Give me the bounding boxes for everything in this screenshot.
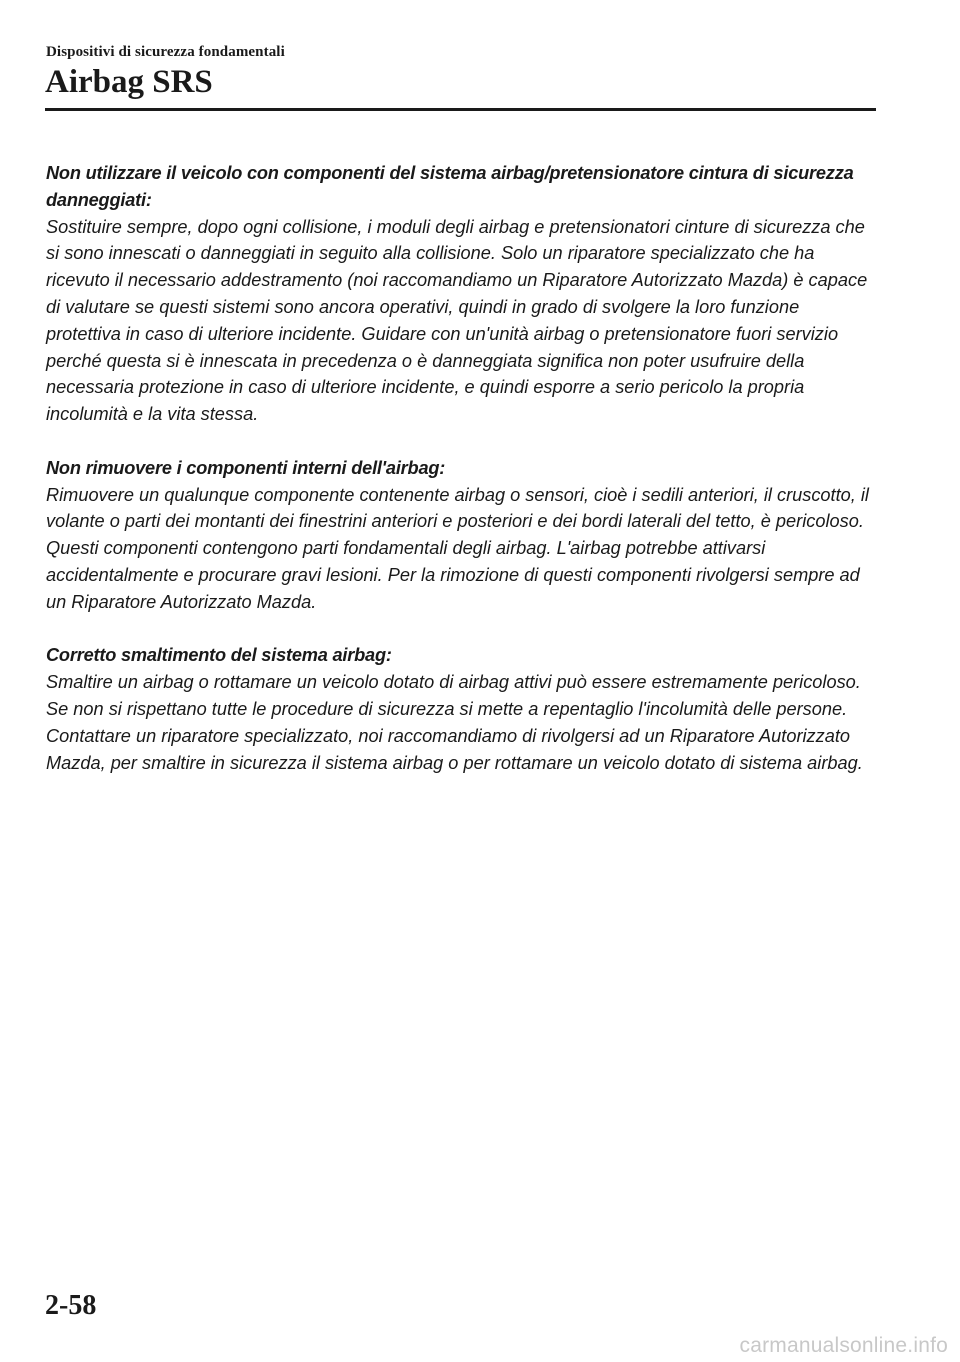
block-body: Smaltire un airbag o rottamare un veicolo dotato di airbag attivi può essere estremamente pericoloso. Se non si rispettano tutte le procedure di sicurezza si mette a repentaglio l'incolumità delle persone. Contattare un riparatore specializzato, noi raccomandiamo di rivolgersi ad un Riparatore Autorizzato Mazda, per smaltire in sicurezza il sistema airbag o per rottamare un veicolo dotato di sistema airbag. [46,672,863,773]
watermark: carmanualsonline.info [739,1334,948,1357]
page-title: Airbag SRS [45,64,213,100]
block-heading: Non utilizzare il veicolo con componenti del sistema airbag/pretensionatore cintura di sicurezza danneggiati: [46,163,854,210]
block-heading: Non rimuovere i componenti interni dell'airbag: [46,457,446,478]
warning-block-remove-components [46,455,876,616]
page-number: 2-58 [45,1290,97,1321]
warning-block-damaged-components [46,160,876,428]
title-divider [45,108,876,111]
warning-block-disposal [46,642,876,776]
block-body: Sostituire sempre, dopo ogni collisione, i moduli degli airbag e pretensionatori cinture di sicurezza che si sono innescati o danneggiati in seguito alla collisione. Solo un riparatore specializzato che ha ricevuto il necessario addestramento (noi raccomandiamo un Riparatore Autorizzato Mazda) è capace di valutare se questi sistemi sono ancora operativi, quindi in grado di svolgere la loro funzione protettiva in caso di ulteriore incidente. Guidare con un'unità airbag o pretensionatore fuori servizio perché questa si è innescata in precedenza o è danneggiata significa non poter usufruire della necessaria protezione in caso di ulteriore incidente, e quindi esporre a serio pericolo la propria incolumità e la vita stessa. [46,216,868,425]
section-label: Dispositivi di sicurezza fondamentali [46,44,285,60]
block-body: Rimuovere un qualunque componente contenente airbag o sensori, cioè i sedili anteriori, il cruscotto, il volante o parti dei montanti dei finestrini anteriori e posteriori e dei bordi laterali del tetto, è pericoloso. Questi componenti contengono parti fondamentali degli airbag. L'airbag potrebbe attivarsi accidentalmente e procurare gravi lesioni. Per la rimozione di questi componenti rivolgersi sempre ad un Riparatore Autorizzato Mazda. [46,484,869,612]
warning-content [46,160,876,803]
block-heading: Corretto smaltimento del sistema airbag: [46,645,392,666]
